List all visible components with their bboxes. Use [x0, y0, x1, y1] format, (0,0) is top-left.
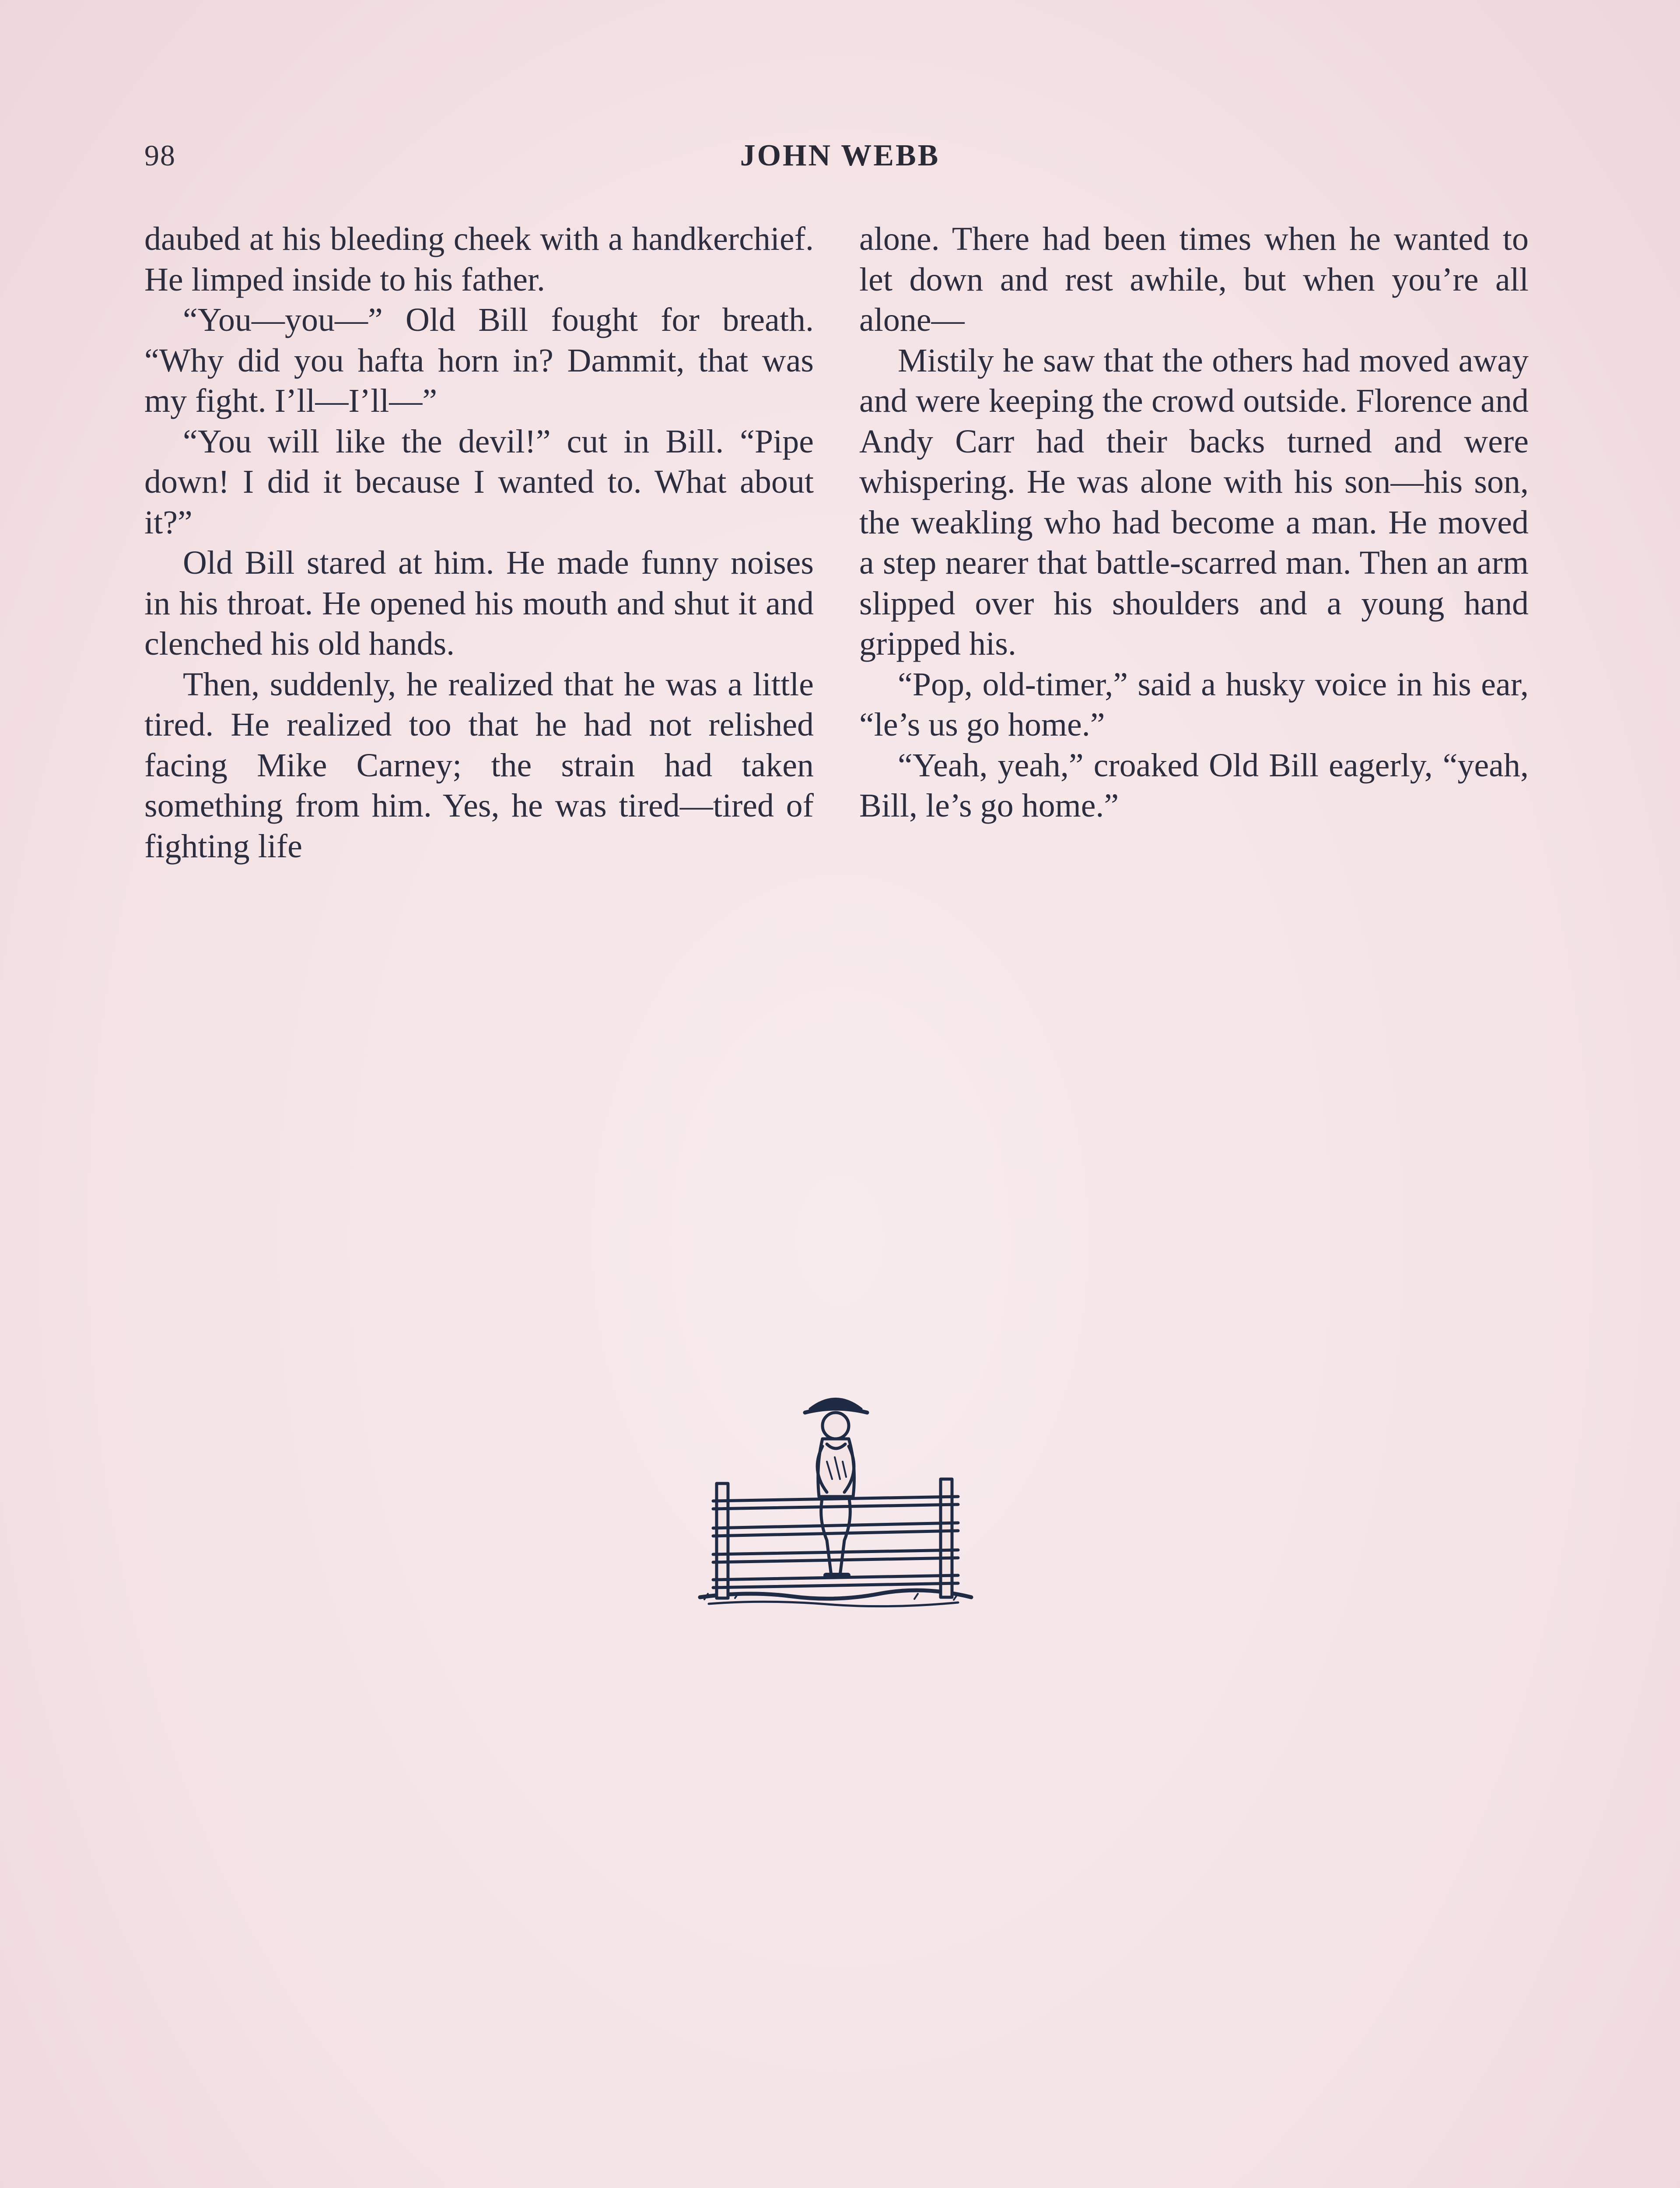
- running-title: JOHN WEBB: [740, 139, 940, 172]
- paragraph: Then, suddenly, he realized that he was a little tired. He realized too that he had not relished facing Mike Carney; the strain had taken something from him. Yes, he was tired—tired of fighting life: [144, 666, 814, 865]
- paragraph: daubed at his bleeding cheek with a handkerchief. He limped inside to his father.: [144, 221, 814, 298]
- paragraph: “Pop, old-timer,” said a husky voice in his ear, “le’s us go home.”: [859, 666, 1529, 743]
- paragraph: alone. There had been times when he wanted to let down and rest awhile, but when you’re all alone—: [859, 221, 1529, 338]
- paragraph: Old Bill stared at him. He made funny noises in his throat. He opened his mouth and shut it and clenched his old hands.: [144, 544, 814, 662]
- paragraph: “Yeah, yeah,” croaked Old Bill eagerly, “yeah, Bill, le’s go home.”: [859, 747, 1529, 824]
- text-column-left: [144, 219, 814, 866]
- page-number: 98: [144, 139, 176, 172]
- paragraph: Mistily he saw that the others had moved away and were keeping the crowd outside. Florence and Andy Carr had their backs turned and were whispering. He was alone with his son—his son, the weakling who had become a man. He moved a step nearer that battle-scarred man. Then an arm slipped over his shoulders and a young hand gripped his.: [859, 342, 1529, 662]
- paragraph: “You will like the devil!” cut in Bill. “Pipe down! I did it because I wanted to. What about it?”: [144, 423, 814, 541]
- running-head: [144, 138, 1536, 178]
- text-column-right: [859, 219, 1529, 826]
- man-on-fence-illustration: [696, 1392, 976, 1619]
- paragraph: “You—you—” Old Bill fought for breath. “Why did you hafta horn in? Dammit, that was my fight. I’ll—I’ll—”: [144, 302, 814, 419]
